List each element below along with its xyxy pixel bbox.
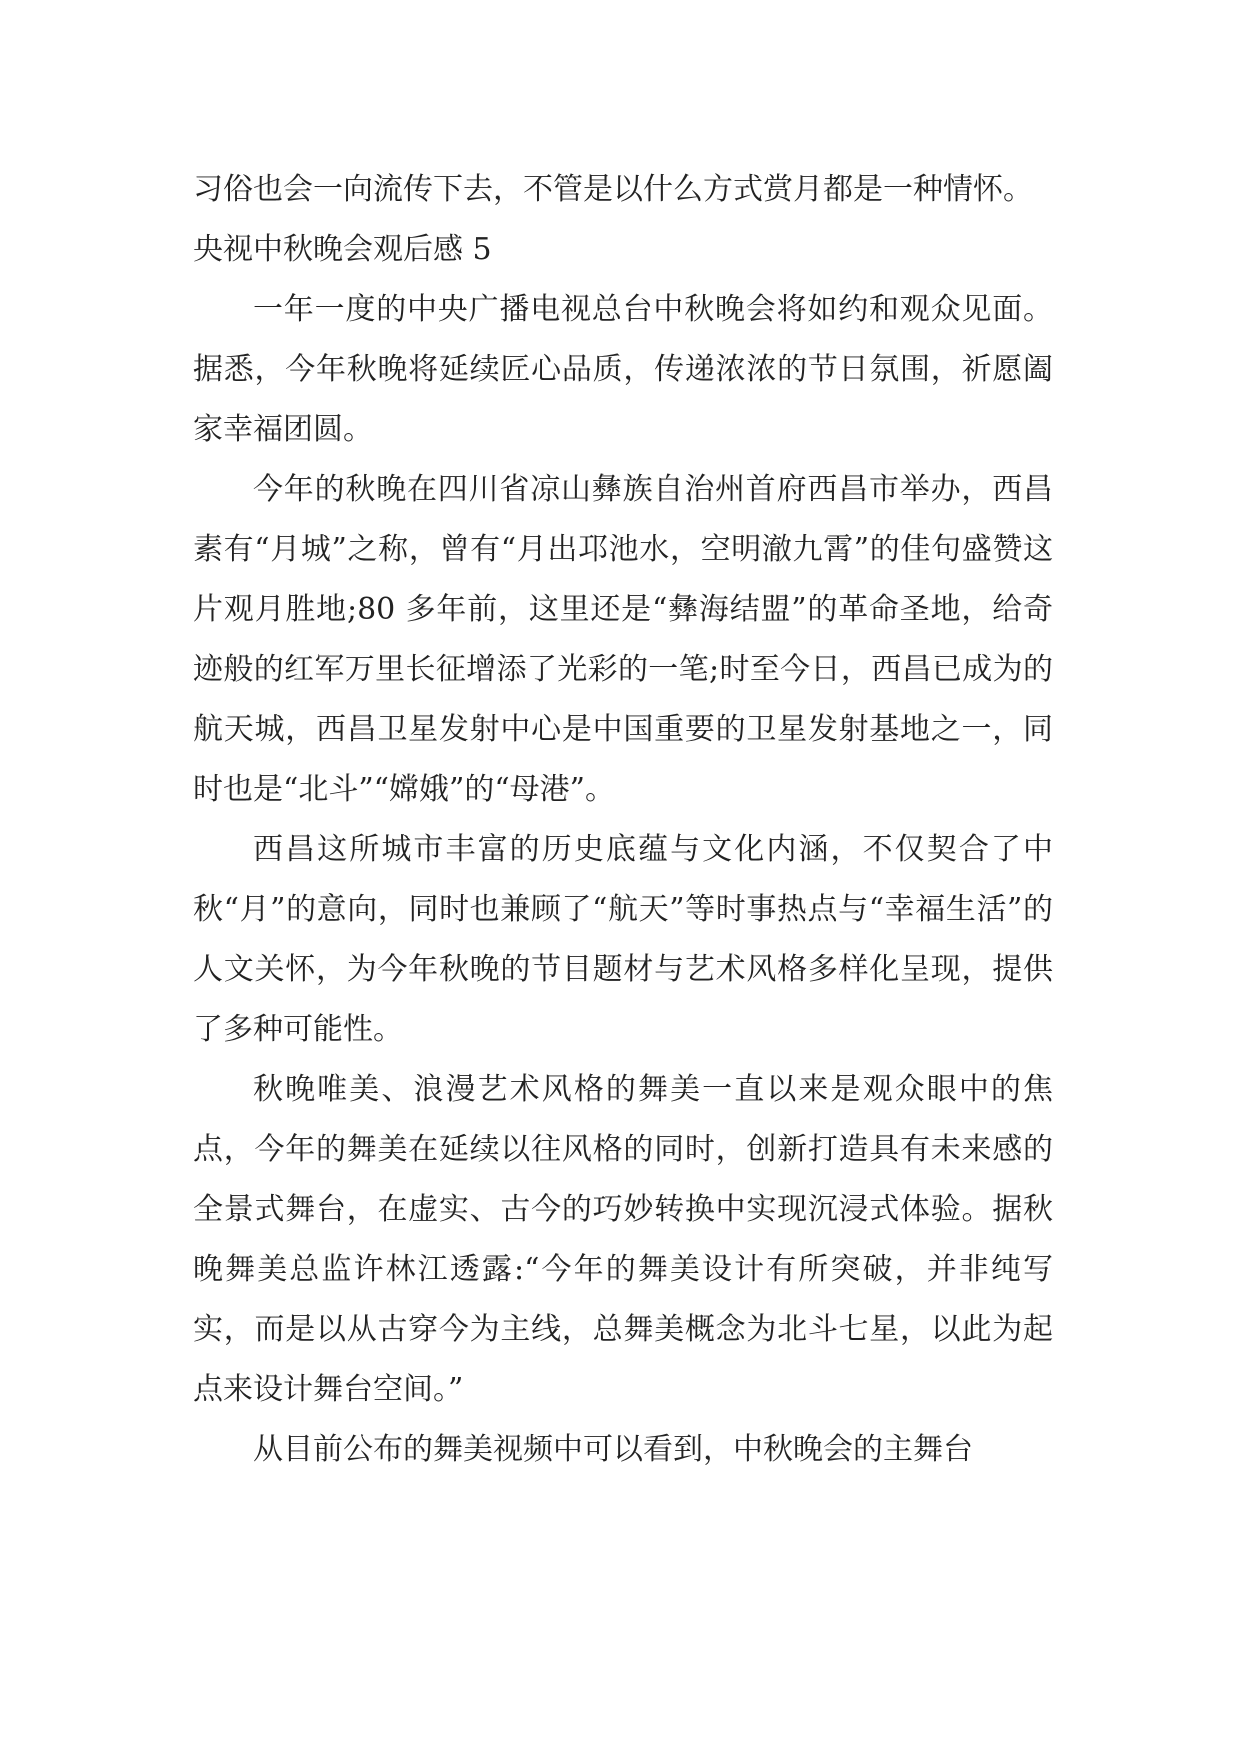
paragraph: 从目前公布的舞美视频中可以看到，中秋晚会的主舞台	[253, 1432, 973, 1467]
paragraph: 今年的秋晚在四川省凉山彝族自治州首府西昌市举办，西昌素有“月城”之称，曾有“月出邛池水，空明澈九霄”的佳句盛赞这片观月胜地;80 多年前，这里还是“彝海结盟”的革命圣地，给奇迹般的红军万里长征增添了光彩的一笔;时至今日，西昌已成为的航天城，西昌卫星发射中心是中国重要的卫星发射基地之一，同时也是“北斗”“嫦娥”的“母港”。	[193, 472, 1053, 807]
paragraph-continuation: 习俗也会一向流传下去，不管是以什么方式赏月都是一种情怀。	[193, 172, 1033, 207]
paragraph: 秋晚唯美、浪漫艺术风格的舞美一直以来是观众眼中的焦点，今年的舞美在延续以往风格的同时，创新打造具有未来感的全景式舞台，在虚实、古今的巧妙转换中实现沉浸式体验。据秋晚舞美总监许林江透露:“今年的舞美设计有所突破，并非纯写实，而是以从古穿今为主线，总舞美概念为北斗七星，以此为起点来设计舞台空间。”	[193, 1072, 1053, 1407]
paragraph: 西昌这所城市丰富的历史底蕴与文化内涵，不仅契合了中秋“月”的意向，同时也兼顾了“航天”等时事热点与“幸福生活”的人文关怀，为今年秋晚的节目题材与艺术风格多样化呈现，提供了多种可能性。	[193, 832, 1053, 1047]
paragraph: 一年一度的中央广播电视总台中秋晚会将如约和观众见面。据悉，今年秋晚将延续匠心品质，传递浓浓的节日氛围，祈愿阖家幸福团圆。	[193, 292, 1053, 447]
section-heading: 央视中秋晚会观后感 5	[193, 232, 492, 267]
document-body	[193, 160, 1053, 1480]
